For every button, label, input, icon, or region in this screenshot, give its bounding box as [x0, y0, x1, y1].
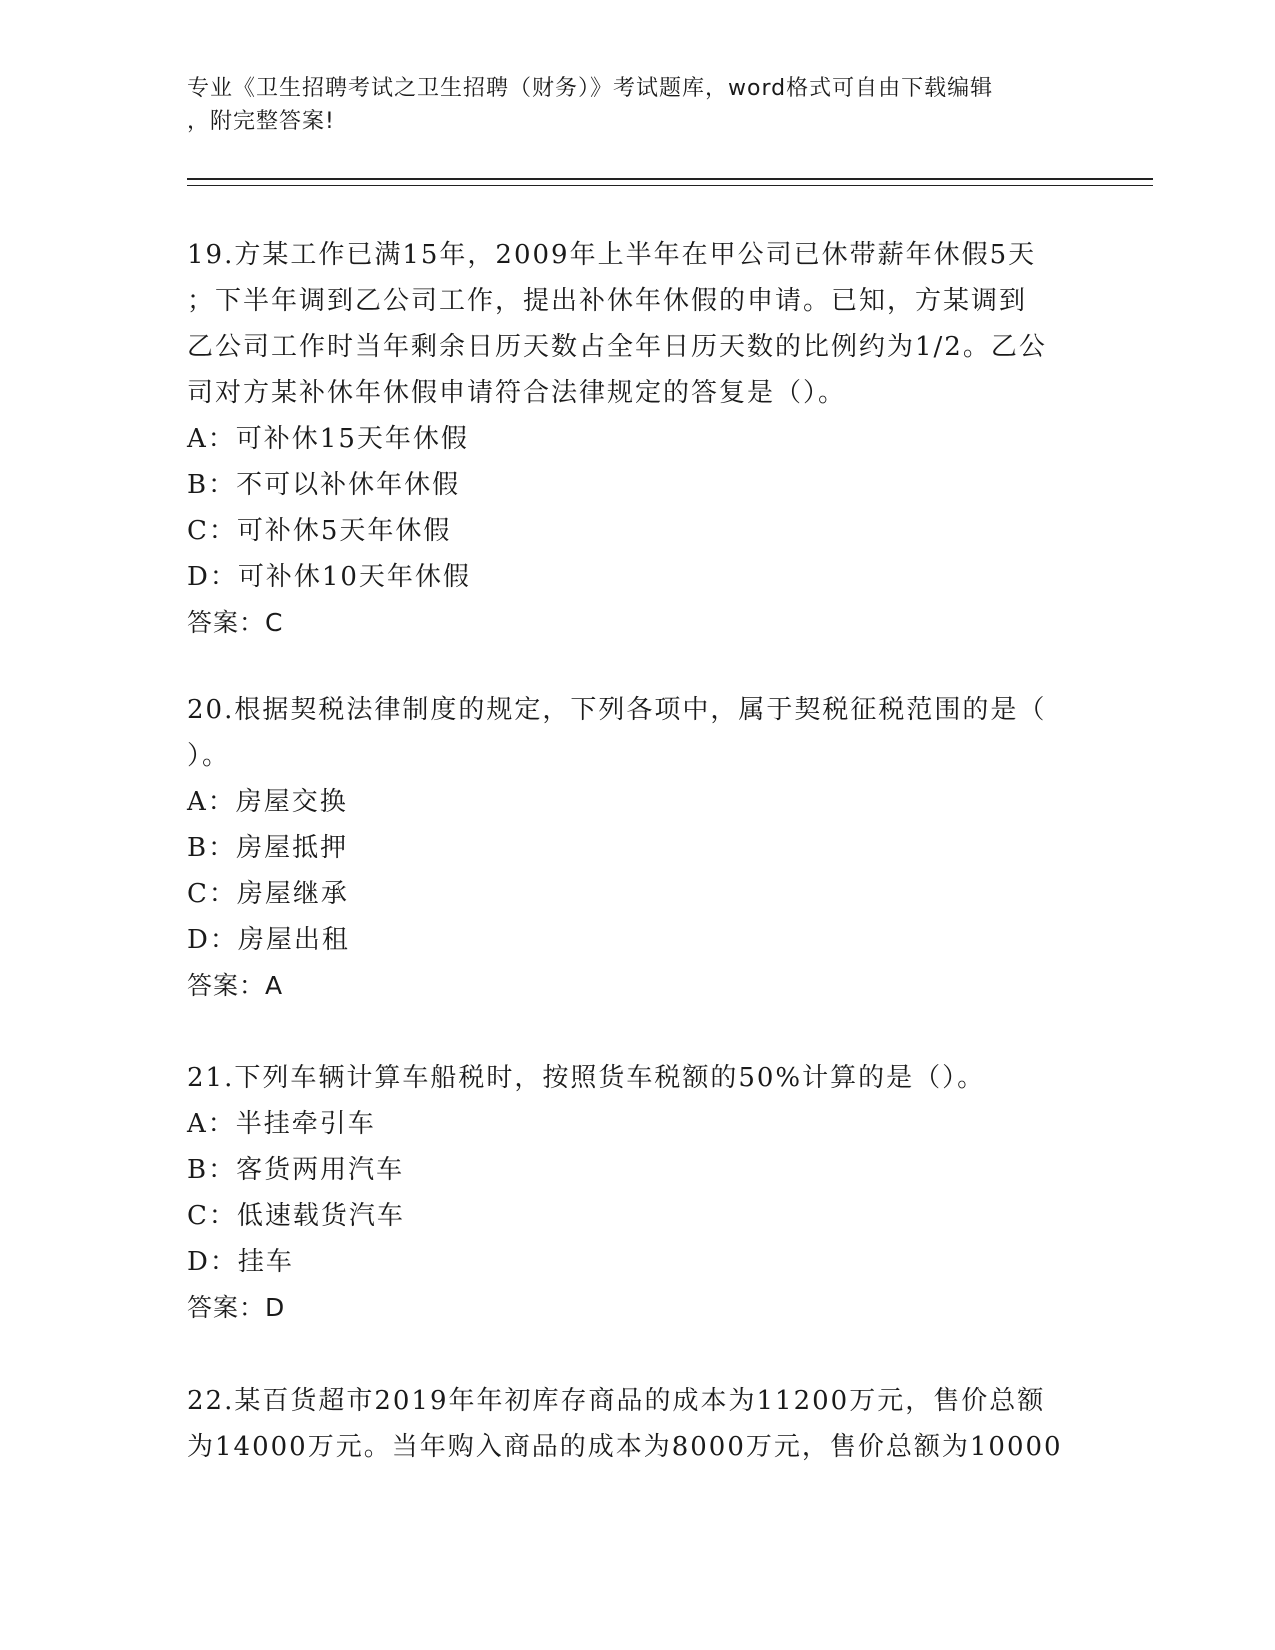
option-b: B：房屋抵押: [187, 833, 349, 863]
option-b: B：不可以补休年休假: [187, 470, 461, 500]
option-a: A：可补休15天年休假: [187, 424, 469, 454]
header-line-1: 专业《卫生招聘考试之卫生招聘（财务）》考试题库，word格式可自由下载编辑: [187, 76, 994, 101]
header-divider: [187, 178, 1153, 186]
answer: 答案：C: [187, 608, 284, 637]
answer: 答案：A: [187, 971, 284, 1000]
question-stem-line: ）。: [187, 741, 231, 771]
option-c: C：房屋继承: [187, 879, 349, 909]
question-stem-line: 司对方某补休年休假申请符合法律规定的答复是（）。: [187, 378, 847, 408]
question-stem-line: 19.方某工作已满15年，2009年上半年在甲公司已休带薪年休假5天: [187, 240, 1037, 270]
document-header: [187, 72, 1067, 138]
option-c: C：低速载货汽车: [187, 1201, 405, 1231]
question-22: [187, 1378, 1087, 1470]
option-c: C：可补休5天年休假: [187, 516, 452, 546]
header-line-2: ，附完整答案!: [187, 109, 335, 134]
option-a: A：半挂牵引车: [187, 1109, 376, 1139]
question-19: [187, 232, 1087, 646]
option-d: D：房屋出租: [187, 925, 350, 955]
question-stem-line: 20.根据契税法律制度的规定，下列各项中，属于契税征税范围的是（: [187, 695, 1047, 725]
question-stem-line: ；下半年调到乙公司工作，提出补休年休假的申请。已知，方某调到: [187, 286, 1028, 316]
question-stem-line: 22.某百货超市2019年年初库存商品的成本为11200万元，售价总额: [187, 1386, 1046, 1416]
option-b: B：客货两用汽车: [187, 1155, 405, 1185]
option-a: A：房屋交换: [187, 787, 348, 817]
question-stem-line: 21.下列车辆计算车船税时，按照货车税额的50%计算的是（）。: [187, 1063, 986, 1093]
option-d: D：可补休10天年休假: [187, 562, 471, 592]
answer: 答案：D: [187, 1293, 286, 1322]
question-20: [187, 687, 1087, 1009]
option-d: D：挂车: [187, 1247, 294, 1277]
question-21: [187, 1055, 1087, 1331]
question-stem-line: 乙公司工作时当年剩余日历天数占全年日历天数的比例约为1/2。乙公: [187, 332, 1047, 362]
question-stem-line: 为14000万元。当年购入商品的成本为8000万元，售价总额为10000: [187, 1432, 1063, 1462]
